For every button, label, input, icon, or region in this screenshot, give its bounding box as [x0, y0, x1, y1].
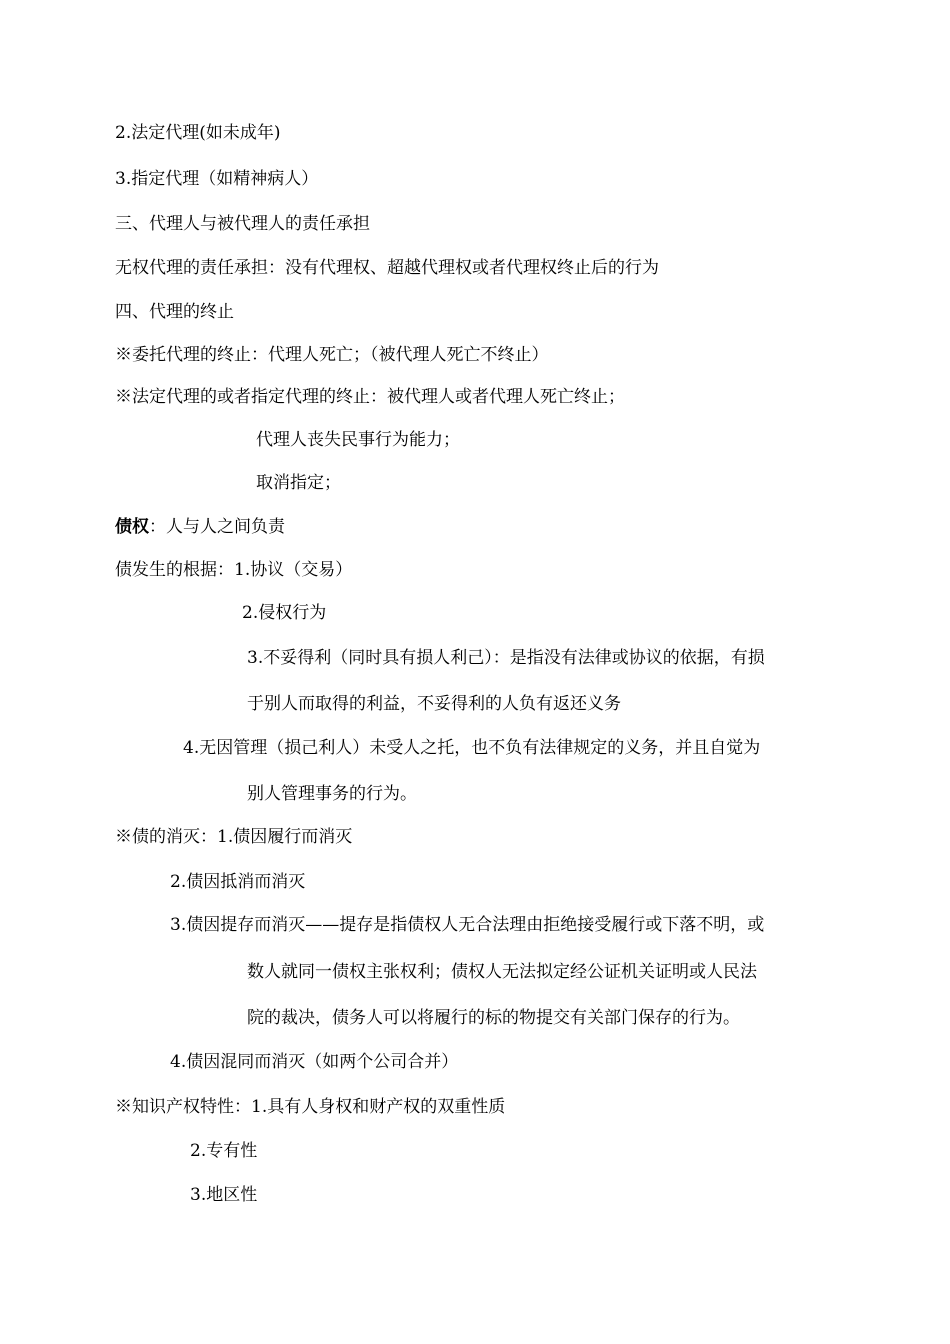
text-line: 院的裁决，债务人可以将履行的标的物提交有关部门保存的行为。: [247, 1008, 740, 1028]
text-line: 3.债因提存而消灭——提存是指债权人无合法理由拒绝接受履行或下落不明，或: [170, 915, 765, 935]
term-definition: ：人与人之间负责: [149, 517, 285, 537]
text-line: 3.不妥得利（同时具有损人利己）：是指没有法律或协议的依据，有损: [247, 648, 765, 668]
text-line: 无权代理的责任承担：没有代理权、超越代理权或者代理权终止后的行为: [115, 258, 659, 278]
text-line: 取消指定；: [256, 473, 341, 493]
text-line: 2.侵权行为: [242, 603, 327, 623]
text-line: 2.债因抵消而消灭: [170, 872, 306, 892]
text-line: 数人就同一债权主张权利；债权人无法拟定经公证机关证明或人民法: [247, 962, 757, 982]
text-line: 代理人丧失民事行为能力；: [256, 430, 460, 450]
text-line: 3.地区性: [190, 1185, 258, 1205]
text-line: ※委托代理的终止：代理人死亡；（被代理人死亡不终止）: [115, 345, 549, 365]
text-line: 4.无因管理（损己利人）未受人之托，也不负有法律规定的义务，并且自觉为: [183, 738, 761, 758]
text-line: 2.法定代理(如未成年): [115, 123, 281, 143]
section-heading: 四、代理的终止: [115, 302, 234, 322]
text-line: ※债的消灭：1.债因履行而消灭: [115, 827, 353, 847]
text-line: 于别人而取得的利益，不妥得利的人负有返还义务: [247, 694, 621, 714]
text-line: ※法定代理的或者指定代理的终止：被代理人或者代理人死亡终止；: [115, 387, 625, 407]
text-line: 别人管理事务的行为。: [247, 784, 417, 804]
term-label: 债权: [115, 517, 149, 537]
section-heading: 三、代理人与被代理人的责任承担: [115, 214, 370, 234]
text-line: ※知识产权特性：1.具有人身权和财产权的双重性质: [115, 1097, 506, 1117]
definition-line: [115, 515, 285, 539]
text-line: 债发生的根据：1.协议（交易）: [115, 560, 353, 580]
text-line: 2.专有性: [190, 1141, 258, 1161]
text-line: 3.指定代理（如精神病人）: [115, 169, 319, 189]
text-line: 4.债因混同而消灭（如两个公司合并）: [170, 1052, 459, 1072]
